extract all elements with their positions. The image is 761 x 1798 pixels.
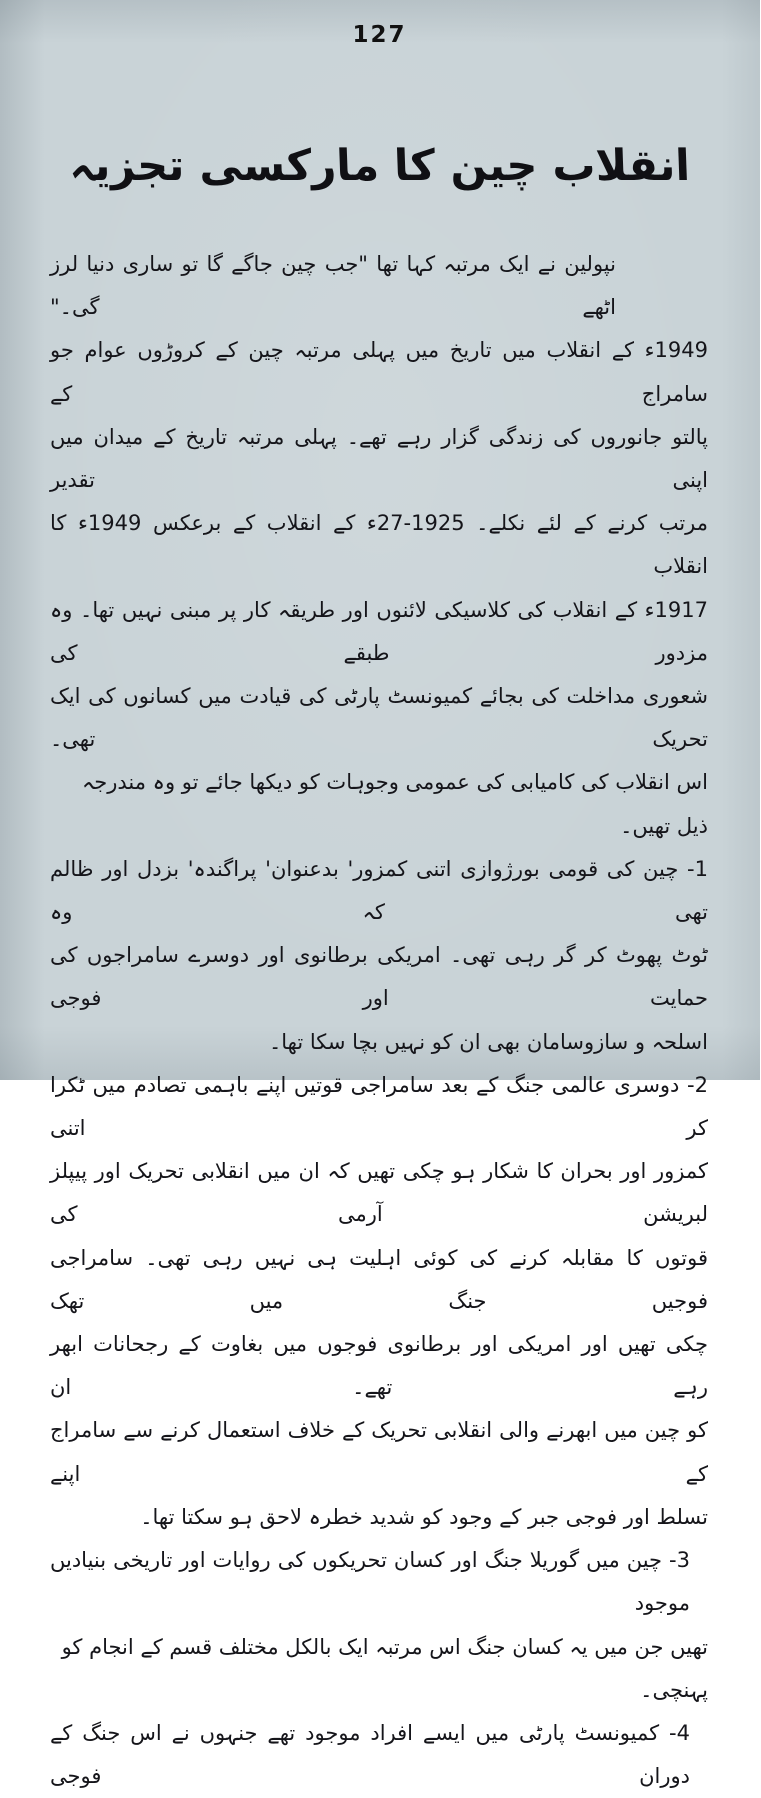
text-line: 2- دوسری عالمی جنگ کے بعد سامراجی قوتیں اپنے باہمی تصادم میں ٹکرا کر اتنی <box>51 1072 709 1141</box>
text-line: 1917ء کے انقلاب کی کلاسیکی لائنوں اور طریقہ کار پر مبنی نہیں تھا۔ وہ مزدور طبقے کی <box>51 597 709 665</box>
text-line: پالتو جانوروں کی زندگی گزار رہے تھے۔ پہلی مرتبہ تاریخ کے میدان میں اپنی تقدیر <box>51 424 709 493</box>
text-line: نپولین نے ایک مرتبہ کہا تھا "جب چین جاگے گا تو ساری دنیا لرز اٹھے گی۔" <box>51 252 617 320</box>
text-line: تھیں جن میں یہ کسان جنگ اس مرتبہ ایک بالکل مختلف قسم کے انجام کو پہنچی۔ <box>62 1634 709 1702</box>
text-line: چکی تھیں اور امریکی اور برطانوی فوجوں میں بغاوت کے رجحانات ابھر رہے تھے۔ ان <box>51 1332 709 1400</box>
text-line: کو چین میں ابھرنے والی انقلابی تحریک کے خلاف استعمال کرنے سے سامراج کے اپنے <box>51 1418 709 1486</box>
text-line: مرتب کرنے کے لئے نکلے۔ 1925-27ء کے انقلاب کے برعکس 1949ء کا انقلاب <box>51 511 710 579</box>
text-line: 1949ء کے انقلاب میں تاریخ میں پہلی مرتبہ چین کے کروڑوں عوام جو سامراج کے <box>51 338 709 406</box>
text-line: اسلحہ و سازوسامان بھی ان کو نہیں بچا سکا تھا۔ <box>269 1029 709 1054</box>
text-line: قوتوں کا مقابلہ کرنے کی کوئی اہلیت ہی نہیں رہی تھی۔ سامراجی فوجیں جنگ میں تھک <box>51 1245 709 1313</box>
chapter-title: انقلاب چین کا مارکسی تجزیہ <box>69 141 692 191</box>
body-text <box>51 243 709 1798</box>
text-line: اس انقلاب کی کامیابی کی عمومی وجوہات کو دیکھا جائے تو وہ مندرجہ ذیل تھیں۔ <box>82 770 709 838</box>
text-line: کمزور اور بحران کا شکار ہو چکی تھیں کہ ان میں انقلابی تحریک اور پیپلز لبریشن آرمی کی <box>51 1159 709 1227</box>
text-line: شعوری مداخلت کی بجائے کمیونسٹ پارٹی کی قیادت میں کسانوں کی ایک تحریک تھی۔ <box>51 684 709 752</box>
text-line: 1- چین کی قومی بورژوازی اتنی کمزور' بدعنوان' پراگندہ' بزدل اور ظالم تھی کہ وہ <box>51 856 709 925</box>
text-line: تسلط اور فوجی جبر کے وجود کو شدید خطرہ لاحق ہو سکتا تھا۔ <box>141 1504 709 1529</box>
page-number: 127 <box>353 22 408 48</box>
text-line: 3- چین میں گوریلا جنگ اور کسان تحریکوں کی روایات اور تاریخی بنیادیں موجود <box>51 1548 691 1616</box>
text-line: ٹوٹ پھوٹ کر گر رہی تھی۔ امریکی برطانوی اور دوسرے سامراجوں کی حمایت اور فوجی <box>51 943 709 1011</box>
text-line: 4- کمیونسٹ پارٹی میں ایسے افراد موجود تھے جنہوں نے اس جنگ کے دوران فوجی <box>51 1720 691 1789</box>
